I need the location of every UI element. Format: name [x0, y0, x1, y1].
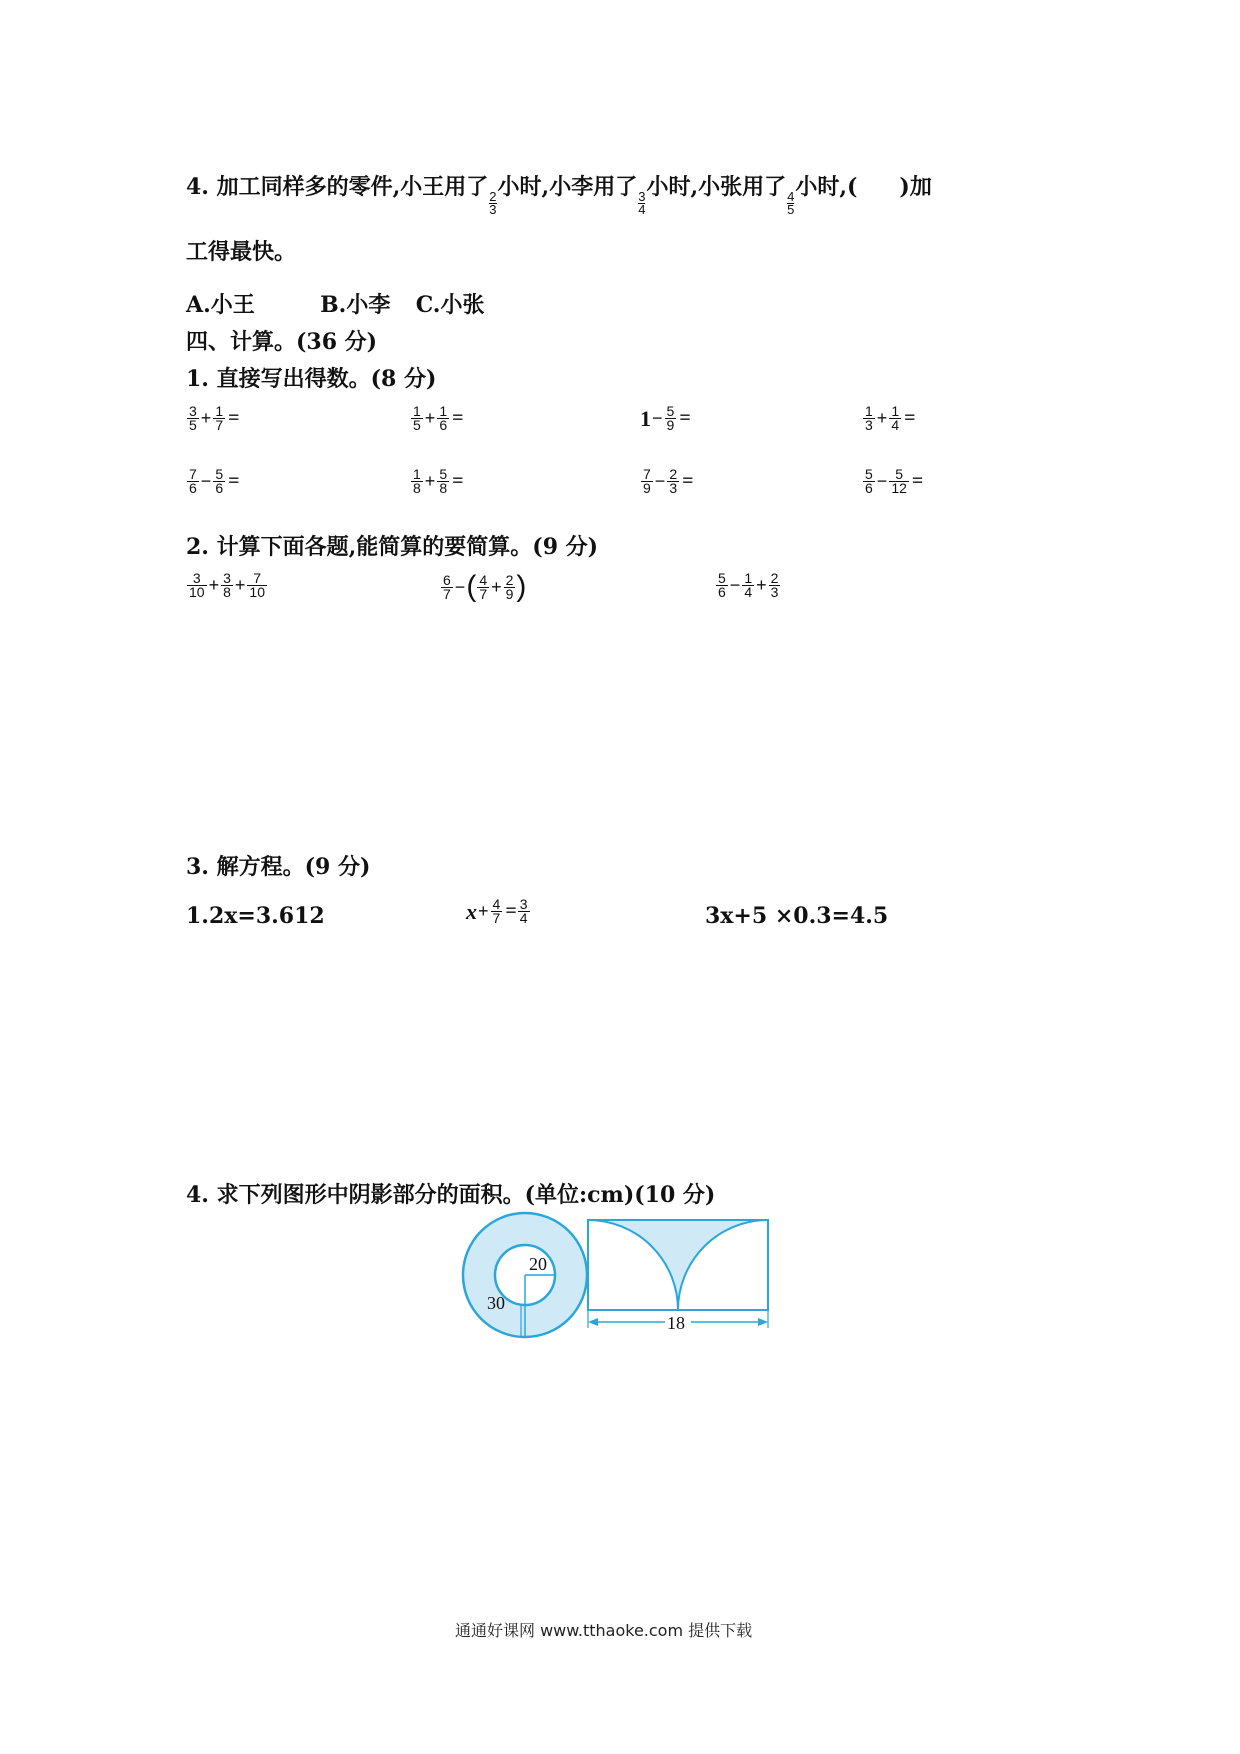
- operator: −: [654, 471, 666, 491]
- fraction: $\frac{1}{3}$: [865, 403, 873, 433]
- calc-item: [640, 468, 694, 495]
- fraction: $\frac{3}{10}$: [189, 570, 205, 600]
- fraction: $\frac{5}{12}$: [891, 466, 907, 496]
- calc-item: [410, 468, 464, 495]
- fraction: $\frac{1}{8}$: [413, 466, 421, 496]
- fraction: $\frac{1}{4}$: [891, 403, 900, 433]
- equation-3: 3x+5 ×0.3=4.5: [705, 903, 889, 929]
- whole-number: 1: [640, 405, 651, 431]
- option-c: C.小张: [415, 292, 485, 318]
- operator: −: [200, 471, 212, 491]
- width-label: 18: [667, 1313, 685, 1333]
- fraction: $\frac{4}{7}$: [479, 571, 488, 602]
- equals-sign: =: [228, 470, 240, 492]
- rectangle-figure: [588, 1220, 768, 1333]
- fraction: $\frac{5}{8}$: [439, 466, 448, 496]
- fraction: $\frac{6}{7}$: [443, 571, 451, 602]
- fraction: $\frac{4}{7}$: [492, 896, 501, 926]
- arrow-left: [588, 1318, 598, 1326]
- option-a: A.小王: [186, 292, 255, 318]
- equation-2: x + $\frac{4}{7}$ = $\frac{3}{4}$: [466, 896, 528, 926]
- fraction: $\frac{2}{3}$: [770, 570, 779, 600]
- equals-sign: =: [452, 470, 464, 492]
- fraction: $\frac{7}{6}$: [189, 466, 197, 496]
- equals-sign: =: [679, 407, 691, 429]
- subsection-3-title: 3. 解方程。(9 分): [186, 854, 371, 880]
- equals-sign: =: [911, 470, 924, 492]
- equals-sign: =: [228, 407, 240, 429]
- fraction: $\frac{2}{9}$: [505, 571, 514, 602]
- calc-item: [640, 405, 691, 432]
- fraction: $\frac{1}{6}$: [439, 403, 448, 433]
- fraction: $\frac{1}{4}$: [744, 570, 753, 600]
- operator: +: [424, 408, 436, 428]
- footer-text: 通通好课网 www.tthaoke.com 提供下载: [455, 1621, 753, 1640]
- fraction: $\frac{5}{9}$: [666, 403, 675, 433]
- fraction: $\frac{5}{6}$: [865, 466, 873, 496]
- arrow-right: [758, 1318, 768, 1326]
- inner-radius-label: 20: [529, 1254, 547, 1274]
- calc-item: [862, 468, 923, 495]
- calc-item: [410, 405, 464, 432]
- fraction: $\frac{1}{7}$: [215, 403, 224, 433]
- annulus-figure: [463, 1213, 587, 1337]
- fraction: $\frac{1}{5}$: [413, 403, 421, 433]
- expression-3: $\frac{5}{6}$ − $\frac{1}{4}$ + $\frac{2}{3}$: [718, 570, 779, 600]
- calc-item: [862, 405, 916, 432]
- operator: −: [876, 471, 888, 491]
- geometry-figures: [455, 1210, 785, 1340]
- operator: −: [652, 408, 663, 428]
- equals-sign: =: [452, 407, 464, 429]
- q4-options: [186, 288, 484, 319]
- fraction: $\frac{4}{5}$: [787, 189, 795, 217]
- fraction: $\frac{2}{3}$: [489, 189, 497, 217]
- fraction: $\frac{7}{9}$: [643, 466, 651, 496]
- operator: +: [876, 408, 888, 428]
- subsection-2-title: 2. 计算下面各题,能简算的要简算。(9 分): [186, 534, 599, 560]
- calc-item: [186, 405, 240, 432]
- outer-radius-label: 30: [487, 1293, 505, 1313]
- calc-item: [186, 468, 240, 495]
- fraction: $\frac{5}{6}$: [215, 466, 224, 496]
- expression-2: $\frac{6}{7}$ − ( $\frac{4}{7}$ + $\frac{2}{9}$ ): [443, 570, 527, 603]
- subsection-4-title: 4. 求下列图形中阴影部分的面积。(单位:cm)(10 分): [186, 1182, 716, 1208]
- operator: +: [424, 471, 436, 491]
- operator: +: [200, 408, 212, 428]
- fraction: $\frac{3}{5}$: [189, 403, 197, 433]
- q4-line1: 4. 加工同样多的零件,小王用了 $\frac{2}{3}$ 小时,小李用了 $\frac{3}{4}$ 小时,小张用了 $\frac{4}{5}$ 小时,( )加: [186, 174, 932, 217]
- q4-line2: 工得最快。: [186, 239, 297, 265]
- fraction: $\frac{3}{8}$: [223, 570, 231, 600]
- fraction: $\frac{7}{10}$: [249, 570, 265, 600]
- equation-1: 1.2x=3.612: [186, 903, 325, 929]
- equals-sign: =: [682, 470, 694, 492]
- option-b: B.小李: [320, 292, 391, 318]
- fraction: $\frac{2}{3}$: [669, 466, 678, 496]
- section-title: 四、计算。(36 分): [186, 329, 378, 355]
- fraction: $\frac{5}{6}$: [718, 570, 726, 600]
- fraction: $\frac{3}{4}$: [519, 896, 528, 926]
- fraction: $\frac{3}{4}$: [638, 189, 646, 217]
- expression-1: $\frac{3}{10}$ + $\frac{3}{8}$ + $\frac{7}{10}$: [189, 570, 265, 600]
- equals-sign: =: [904, 407, 916, 429]
- subsection-1-title: 1. 直接写出得数。(8 分): [186, 366, 437, 392]
